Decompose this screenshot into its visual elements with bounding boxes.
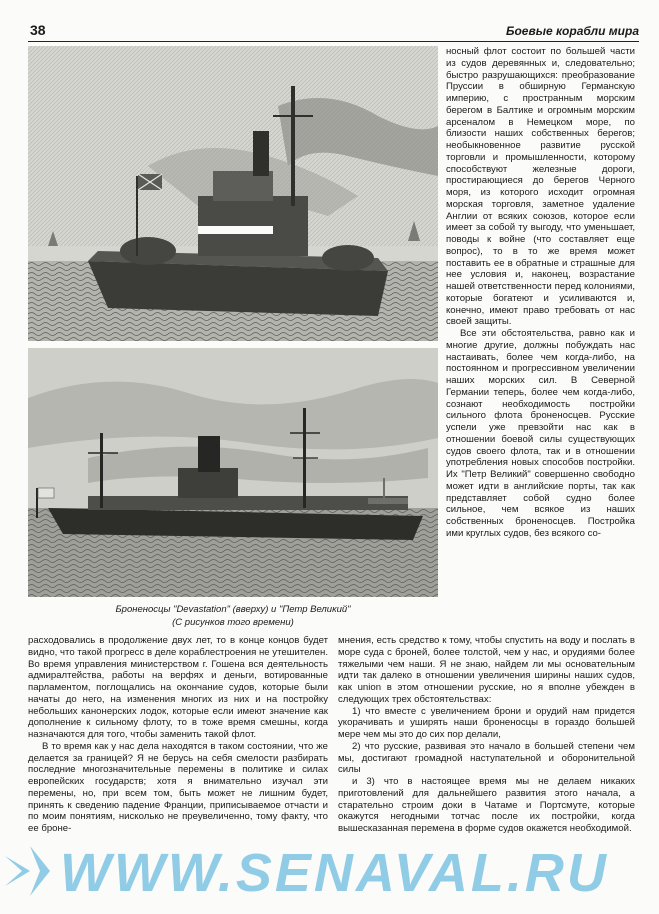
middle-paragraph-4: и 3) что в настоящее время мы не делаем никаких приготовлений для дальнейшего развития этого начала, а старательно строим доки в Чатаме и Портсмуте, которые окажутся негодными тотчас после их постройки, когда вышесказанная перемена в форме судов окажется необходимой.	[338, 776, 635, 834]
watermark-text: WWW.SENAVAL.RU	[60, 843, 609, 903]
caption-line-2: (С рисунков того времени)	[172, 617, 294, 628]
left-paragraph-1: расходовались в продолжение двух лет, то в конце концов будет видно, что такой прогресс в деле кораблестроения не утешителен. Во время управления министерством г. Гошена вся деятельность адмиралтейства, работы на верфях и деньги, вотированные парламентом, поглощались на окончание судов, которые были начаты до него, на изменения многих из них и на постройку небольших канонерских лодок, которые если имеют значение как дополнение к сильному флоту, то в тоже время смешны, когда назначаются для того, чтобы заменить такой флот.	[28, 635, 328, 740]
right-paragraph-2: Все эти обстоятельства, равно как и многие другие, должны побуждать нас настаивать, более чем когда-либо, на постоянном и прогрессивном увеличении наших морских сил. В Северной Германии теперь, более чем когда-либо, сознают необходимость постройки сильного флота броненосцев. Русские успели уже превзойти нас как в отношении боевой силы существующих судов своего флота, так и в отношении употребления новых способов постройки. Их "Петр Великий" совершенно свободно может идти в английские порты, так как представляет собой судно более сильное, чем всякое из наших собственных броненосцев. Постройка ими круглых судов, без всякого со-	[446, 328, 635, 539]
left-paragraph-2: В то время как у нас дела находятся в таком состоянии, что же делается за границей? Я не берусь на себя смелости разбирать последние многозначительные перемены в политике и силах европейских государств; хотя я внимательно изучал эти перемены, но, при всем том, быть может не лишним будет, принять к сведению падение Франции, приписываемое отчасти и по моим понятиям, нисколько не преувеличенно, тому факту, что ее броне-	[28, 740, 328, 834]
illustration-devastation	[28, 46, 438, 341]
middle-column	[338, 635, 635, 835]
watermark-logo	[0, 836, 659, 906]
caption-line-1: Броненосцы "Devastation" (вверху) и "Петр Великий"	[115, 604, 351, 615]
middle-paragraph-1: мнения, есть средство к тому, чтобы спустить на воду и послать в море суда с броней, более толстой, чем у нас, и орудиями более тяжелыми чем наши. Я не знаю, найдем ли мы основательным идти так далеко в отношении увеличения ширины наших судов, как union в этом отношении русские, но я вполне убежден в следующих трех обстоятельствах:	[338, 635, 635, 705]
middle-paragraph-3: 2) что русские, развивая это начало в большей степени чем мы, достигают громадной наступательной и оборонительной силы	[338, 740, 635, 776]
figure-caption	[28, 603, 438, 629]
left-column	[28, 635, 328, 835]
page-number: 38	[30, 22, 46, 38]
header-rule	[28, 41, 639, 42]
book-title: Боевые корабли мира	[505, 24, 639, 38]
right-paragraph-1: носный флот состоит по большей части из судов деревянных и, следовательно; быстро разрушающихся: преобразование Пруссии в обширную Германскую империю, с пространным морским берегом в Балтике и огромным морским арсеналом в Немецком море, по близости наших собственных берегов; необыкновенное развитие русской торговли и промышленности, которому способствуют железные дороги, простирающиеся до берегов Черного моря, из которого исходит огромная морская торговля, заметное удаление Англии от всяких союзов, которое если имеет за собой ту выгоду, что уменьшает, поводы к войне (что составляет еще вопрос), то в то же время может поставить ее в обратные и страшные для нее условия и, наконец, возрастание нашей ответственности перед колониями, которые богатеют и усиливаются и, конечно, имеют право требовать от нас своей защиты.	[446, 46, 635, 328]
middle-paragraph-2: 1) что вместе с увеличением брони и орудий нам придется укорачивать и уширять наши броненосцы в гораздо большей мере чем мы это до сих пор делали,	[338, 705, 635, 740]
right-column	[446, 46, 635, 540]
illustration-petr-velikiy	[28, 348, 438, 597]
